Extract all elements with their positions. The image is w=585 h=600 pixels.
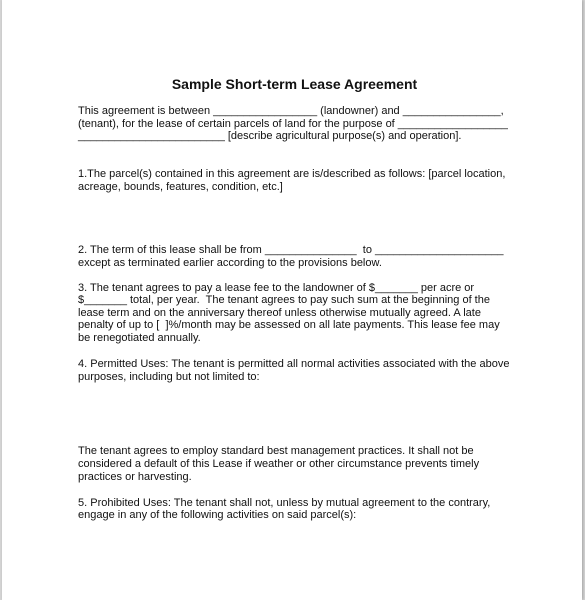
section-3-line-5: be renegotiated annually. — [78, 332, 201, 344]
bmp-line-2: considered a default of this Lease if weather or other circumstance prevents timely — [78, 458, 480, 470]
section-1-line-1: 1.The parcel(s) contained in this agreement are is/described as follows: [parcel location, — [78, 168, 506, 180]
bmp-line-1: The tenant agrees to employ standard best management practices. It shall not be — [78, 445, 474, 457]
intro-line-3: ________________________ [describe agricultural purpose(s) and operation]. — [78, 130, 462, 142]
intro-line-1: This agreement is between _________________ (landowner) and ________________, — [78, 105, 504, 117]
section-2-line-1: 2. The term of this lease shall be from _______________ to _____________________ — [78, 244, 504, 256]
section-3-line-3: lease term and on the anniversary thereof unless otherwise mutually agreed. A late — [78, 307, 481, 319]
section-1-line-2: acreage, bounds, features, condition, etc.] — [78, 181, 283, 193]
section-4-line-1: 4. Permitted Uses: The tenant is permitted all normal activities associated with the above — [78, 358, 510, 370]
section-3-line-2: $_______ total, per year. The tenant agrees to pay such sum at the beginning of the — [78, 294, 490, 306]
document-title: Sample Short-term Lease Agreement — [171, 76, 418, 92]
intro-line-2: (tenant), for the lease of certain parcels of land for the purpose of __________________ — [78, 118, 508, 130]
bmp-line-3: practices or harvesting. — [78, 471, 192, 483]
document-page — [2, 0, 582, 600]
section-2-line-2: except as terminated earlier according to the provisions below. — [78, 257, 382, 269]
section-5-line-1: 5. Prohibited Uses: The tenant shall not, unless by mutual agreement to the contrary, — [78, 497, 491, 509]
section-5-line-2: engage in any of the following activities on said parcel(s): — [78, 509, 357, 521]
section-3-line-4: penalty of up to [ ]%/month may be assessed on all late payments. This lease fee may — [78, 319, 500, 331]
section-4-line-2: purposes, including but not limited to: — [78, 371, 260, 383]
section-3-line-1: 3. The tenant agrees to pay a lease fee to the landowner of $_______ per acre or — [78, 282, 475, 294]
